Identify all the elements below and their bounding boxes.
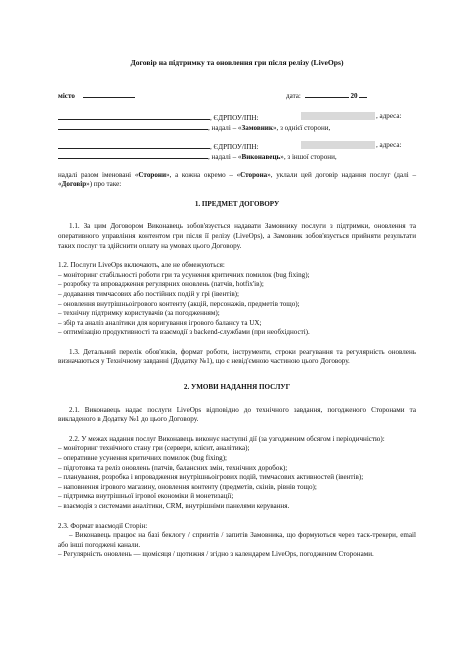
party1-line2: , надалі – «Замовник», з однієї сторони, bbox=[58, 122, 416, 132]
list-item: – взаємодія з системами аналітики, CRM, внутрішніми панелями керування. bbox=[58, 502, 290, 510]
party2-name-blank bbox=[58, 141, 210, 149]
date-year: 20 bbox=[348, 91, 358, 100]
list-item: – підготовка та реліз оновлень (патчів, балансних змін, технічних доробок); bbox=[58, 463, 288, 472]
clause-2-2-intro: 2.2. У межах надання послуг Виконавець виконує наступні дії (за узгодженим обсягом і періодичністю): bbox=[69, 434, 385, 443]
party2-line2: , надалі – «Виконавець», з іншої сторони, bbox=[58, 151, 416, 161]
party1-line1: , ЄДРПОУ/ІПН: , адреса: bbox=[58, 112, 416, 122]
party1-role: Замовник bbox=[241, 123, 273, 132]
clause-1-1: 1.1. За цим Договором Виконавець зобов'язується надавати Замовнику послуги з підтримки, оновлення та оперативного управління контентом гри після її релізу (LiveOps), а Замовник зобов'язується прийняти результати таких послуг та здійснити оплату на умовах цього Договору. bbox=[58, 222, 416, 250]
list-item: – планування, розробка і впровадження внутрішньоігрових подій, тимчасових активностей (івентів); bbox=[58, 473, 364, 482]
list-item: – моніторинг стабільності роботи гри та усунення критичних помилок (bug fixing); bbox=[58, 270, 310, 279]
clause-2-1: 2.1. Виконавець надає послуги LiveOps відповідно до технічного завдання, погодженого Сторонами та викладеного в Додатку №1 до цього Договору. bbox=[58, 405, 416, 424]
clause-2-3-intro: 2.3. Формат взаємодії Сторін: bbox=[58, 521, 148, 530]
city-label: місто bbox=[58, 91, 75, 100]
clause-1-3: 1.3. Детальний перелік обов'язків, формат роботи, інструменти, строки реагування та регулярність оновлень визначаються у Технічному завданні (Додатку №1), що є невід'ємною частиною цього Договору. bbox=[58, 347, 416, 366]
party2-line1: , ЄДРПОУ/ІПН: , адреса: bbox=[58, 141, 416, 151]
party1-code-field bbox=[301, 112, 375, 120]
list-item: – оперативне усунення критичних помилок (bug fixing); bbox=[58, 454, 228, 463]
section-1-heading: 1. ПРЕДМЕТ ДОГОВОРУ bbox=[194, 199, 280, 208]
date-label: дата: bbox=[286, 91, 301, 100]
list-item: – технічну підтримку користувачів (за погодженням); bbox=[58, 309, 220, 318]
list-item: – додавання тимчасових або постійних подій у грі (івентів); bbox=[58, 289, 240, 298]
party1-address-blank bbox=[58, 122, 208, 130]
list-item: – оптимізацію продуктивності та взаємодії з backend-службами (при необхідності). bbox=[58, 328, 310, 337]
list-item: – збір та аналіз аналітики для коригування ігрового балансу та UX; bbox=[58, 318, 262, 327]
section-2-heading: 2. УМОВИ НАДАННЯ ПОСЛУГ bbox=[183, 383, 291, 392]
list-item: – підтримка внутрішньої ігрової економіки й монетизації; bbox=[58, 492, 234, 501]
list-item: – Виконавець працює на базі беклогу / спринтів / запитів Замовника, що формуються через таск-трекери, email або інші погоджені канали. bbox=[58, 531, 416, 549]
preamble: надалі разом іменовані «Сторони», а кожна окремо – «Сторона», уклали цей договір надання послуг (далі – «Договір») про таке: bbox=[58, 170, 417, 189]
party1-name-blank bbox=[58, 112, 210, 120]
city-date-line bbox=[58, 90, 416, 100]
date-blank bbox=[305, 90, 349, 98]
list-item: – моніторинг технічного стану гри (сервери, клієнт, аналітика); bbox=[58, 444, 250, 453]
document-title: Договір на підтримку та оновлення гри після релізу (LiveOps) bbox=[130, 58, 344, 67]
year-blank bbox=[359, 90, 367, 98]
party2-role: Виконавець bbox=[241, 152, 281, 161]
list-item: – наповнення ігрового магазину, оновлення контенту (предметів, скінів, рівнів тощо); bbox=[58, 482, 317, 491]
list-item: – Регулярність оновлень — щомісяця / щотижня / згідно з календарем LiveOps, погодженим Сторонами. bbox=[58, 550, 374, 559]
clause-1-2-intro: 1.2. Послуги LiveOps включають, але не обмежуються: bbox=[58, 261, 225, 270]
list-item: – розробку та впровадження регулярних оновлень (патчів, hotfix'ів); bbox=[58, 280, 264, 289]
list-item: – оновлення внутрішньоігрового контенту (акцій, персонажів, предметів тощо); bbox=[58, 299, 300, 308]
city-blank bbox=[83, 90, 135, 98]
party2-code-field bbox=[301, 141, 375, 149]
party2-address-blank bbox=[58, 151, 208, 159]
